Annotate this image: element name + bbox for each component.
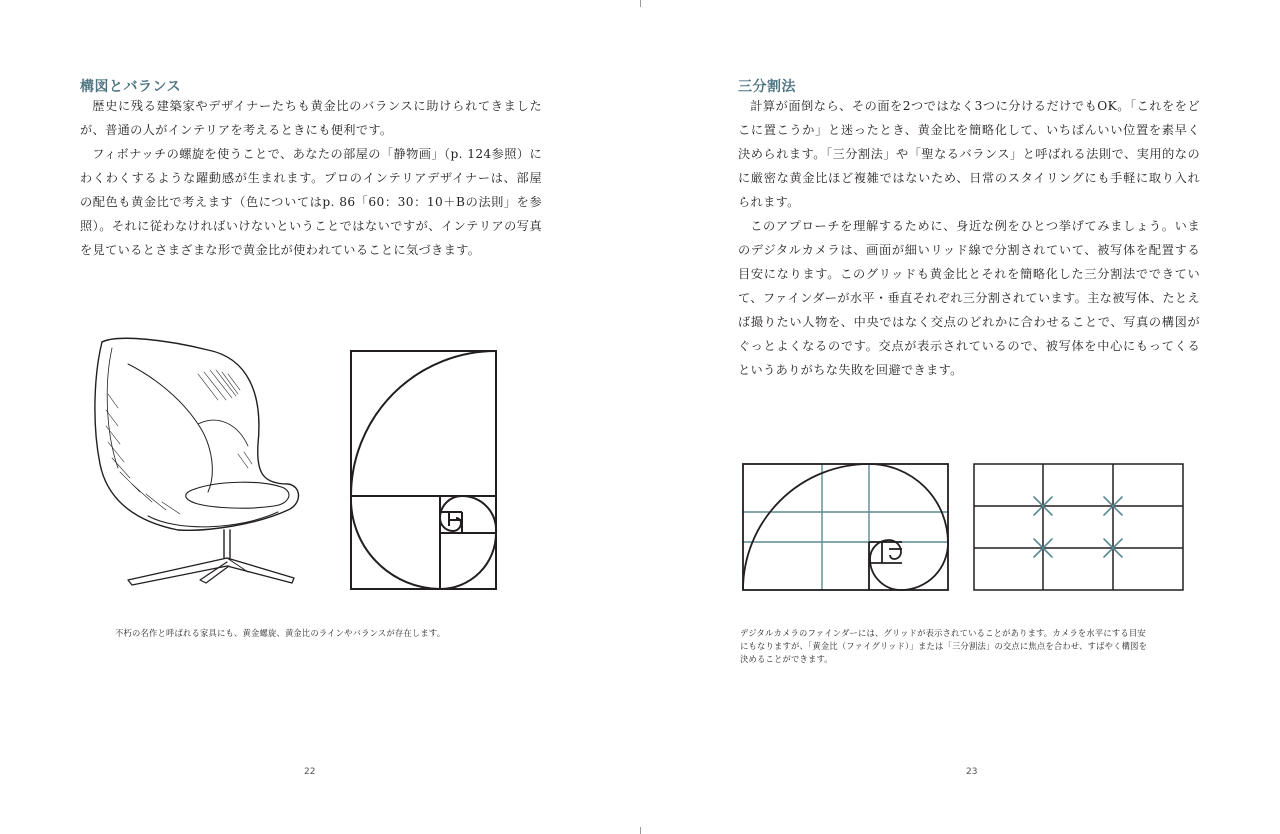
left-body-text [80,94,542,262]
right-caption: デジタルカメラのファインダーには、グリッドが表示されていることがあります。カメラを水平にする目安にもなりますが、「黄金比（ファイグリッド）」または「三分割法」の交点に焦点を合わせ、すばやく構図を決めることができます。 [740,628,1148,664]
left-paragraph-2: フィボナッチの螺旋を使うことで、あなたの部屋の「静物画」（p. 124参照）にわくわくするような躍動感が生まれます。プロのインテリアデザイナーは、部屋の配色も黄金比で考えます（色についてはp. 86「60：30：10＋Bの法則」を参照）。それに従わなければいけないということではないですが、インテリアの写真を見ているとさまざまな形で黄金比が使われていることに気づきます。 [80,147,542,257]
phi-grid-spiral-diagram [742,463,949,591]
right-paragraph-2: このアプローチを理解するために、身近な例をひとつ挙げてみましょう。いまのデジタルカメラは、画面が細いリッド線で分割されていて、被写体を配置する目安になります。このグリッドも黄金比とそれを簡略化した三分割法でできていて、ファインダーが水平・垂直それぞれ三分割されています。主な被写体、たとえば撮りたい人物を、中央ではなく交点のどれかに合わせることで、写真の構図がぐっとよくなるのです。交点が表示されているので、被写体を中心にもってくるというありがちな失敗を回避できます。 [738,219,1200,377]
left-paragraph-1: 歴史に残る建築家やデザイナーたちも黄金比のバランスに助けられてきましたが、普通の人がインテリアを考えるときにも便利です。 [80,99,542,137]
left-caption: 不朽の名作と呼ばれる家具にも、黄金螺旋、黄金比のラインやバランスが存在します。 [115,628,446,638]
page-number-left: 22 [304,767,316,777]
rule-of-thirds-grid-diagram [973,463,1184,591]
right-paragraph-1: 計算が面倒なら、その面を2つではなく3つに分けるだけでもOK。「これををどこに置こうか」と迷ったとき、黄金比を簡略化して、いちばんいい位置を素早く決められます。「三分割法」や「聖なるバランス」と呼ばれる法則で、実用的なのに厳密な黄金比ほど複雑ではないため、日常のスタイリングにも手軽に取り入れられます。 [738,99,1200,209]
right-body-text [738,94,1200,382]
golden-spiral-diagram [350,350,497,590]
right-page [640,0,1280,834]
section-heading-composition: 構図とバランス [80,79,182,95]
page-number-right: 23 [966,767,978,777]
egg-chair-illustration [88,334,313,590]
section-heading-rule-of-thirds: 三分割法 [738,79,796,95]
